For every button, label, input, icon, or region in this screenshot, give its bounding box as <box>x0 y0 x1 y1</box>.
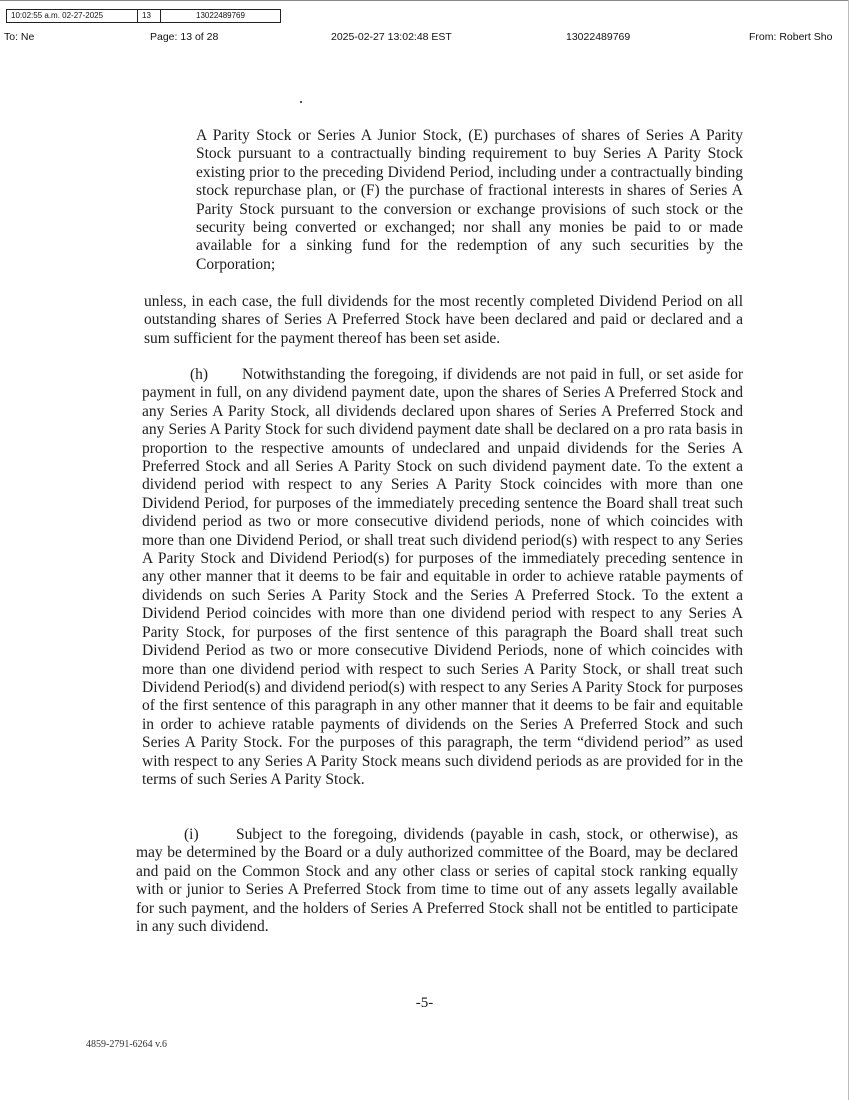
paragraph-h-text: Notwithstanding the foregoing, if dividends are not paid in full, or set aside for payment in full, on any dividend payment date, upon the shares of Series A Preferred Stock and any Series A Parity Stock, all dividends declared upon shares of Series A Preferred Stock and any Series A Parity Stock for such dividend payment date shall be declared on a pro rata basis in proportion to the respective amounts of undeclared and unpaid dividends for the Series A Preferred Stock and all Series A Parity Stock on such dividend payment date. To the extent a dividend period with respect to any Series A Parity Stock coincides with more than one Dividend Period, for purposes of the immediately preceding sentence the Board shall treat such dividend period as two or more consecutive dividend periods, none of which coincides with more than one Dividend Period, or shall treat such dividend period(s) with respect to any Series A Parity Stock and Dividend Period(s) for purposes of the immediately preceding sentence in any other manner that it deems to be fair and equitable in order to achieve ratable payments of dividends on such Series A Parity Stock and the Series A Preferred Stock. To the extent a Dividend Period coincides with more than one dividend period with respect to any Series A Parity Stock, for purposes of the first sentence of this paragraph the Board shall treat such Dividend Period as two or more consecutive Dividend Periods, none of which coincides with more than one dividend period with respect to such Series A Parity Stock, or shall treat such Dividend Period(s) and dividend period(s) with respect to any Series A Parity Stock for purposes of the first sentence of this paragraph in any other manner that it deems to be fair and equitable in order to achieve ratable payments of dividends on the Series A Preferred Stock and such Series A Parity Stock. For the purposes of this paragraph, the term “dividend period” as used with respect to any Series A Parity Stock means such dividend periods as are provided for in the terms of such Series A Parity Stock. <box>142 366 743 788</box>
scan-speck <box>300 101 302 103</box>
fax-page: Page: 13 of 28 <box>150 31 219 43</box>
paragraph-h-label: (h) <box>190 366 209 383</box>
paragraph-i <box>136 826 738 936</box>
fax-header <box>0 31 849 45</box>
fax-from: From: Robert Sho <box>749 31 833 43</box>
paragraph-unless: unless, in each case, the full dividends for the most recently completed Dividend Period on all outstanding shares of Series A Preferred Stock have been declared and paid or declared and a sum sufficient for the payment thereof has been set aside. <box>144 293 743 347</box>
paragraph-i-label: (i) <box>184 826 199 843</box>
page-number: -5- <box>415 995 434 1011</box>
fax-phone: 13022489769 <box>566 31 631 43</box>
fax-stamp-time: 10:02:55 a.m. 02-27-2025 <box>7 10 138 22</box>
fax-stamp-page: 13 <box>138 10 161 22</box>
fax-to: To: Ne <box>4 31 35 43</box>
paragraph-i-text: Subject to the foregoing, dividends (payable in cash, stock, or otherwise), as may be determined by the Board or a duly authorized committee of the Board, may be declared and paid on the Common Stock and any other class or series of capital stock ranking equally with or junior to Series A Preferred Stock from time to time out of any assets legally available for such payment, and the holders of Series A Preferred Stock shall not be entitled to participate in any such dividend. <box>136 826 738 936</box>
paragraph-h <box>142 366 743 789</box>
top-border <box>0 0 849 1</box>
document-id: 4859-2791-6264 v.6 <box>86 1039 168 1050</box>
fax-datetime: 2025-02-27 13:02:48 EST <box>331 31 452 43</box>
fax-stamp <box>6 9 281 23</box>
fax-stamp-number: 13022489769 <box>196 11 245 20</box>
paragraph-continuation: A Parity Stock or Series A Junior Stock, (E) purchases of shares of Series A Parity Stock pursuant to a contractually binding requirement to buy Series A Parity Stock existing prior to the preceding Dividend Period, including under a contractually binding stock repurchase plan, or (F) the purchase of fractional interests in shares of Series A Parity Stock pursuant to the conversion or exchange provisions of such stock or the security being converted or exchanged; nor shall any monies be paid to or made available for a sinking fund for the redemption of any such securities by the Corporation; <box>196 127 743 273</box>
